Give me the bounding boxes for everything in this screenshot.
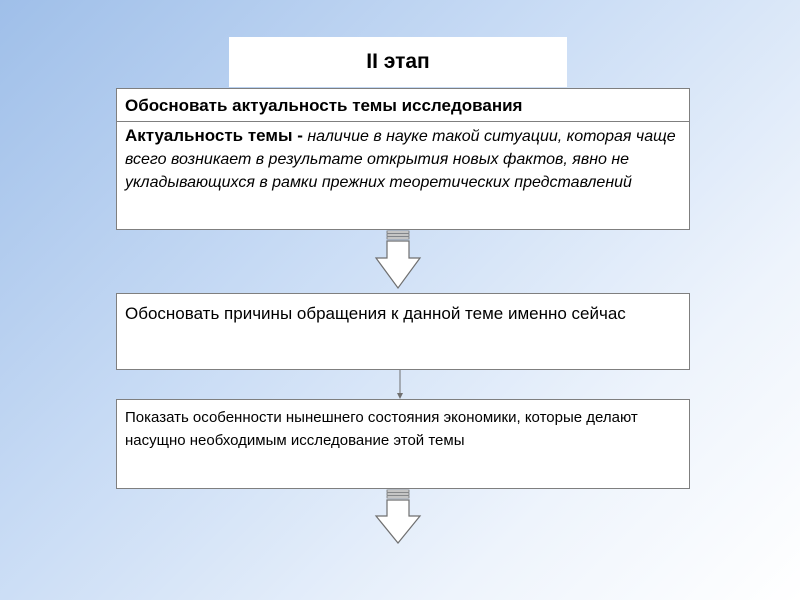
stage-title: II этап [229,37,567,87]
economy-box [116,399,690,489]
relevance-heading: Обосновать актуальность темы исследования [117,89,689,122]
relevance-definition: наличие в науке такой ситуации, которая чаще всего возникает в результате открытия новых фактов, явно не укладывающихся в рамки прежних теоретических представлений [125,128,676,191]
relevance-box [116,88,690,230]
reasons-text: Обосновать причины обращения к данной теме именно сейчас [125,304,626,323]
down-arrow-icon [373,230,423,292]
connector-arrow-icon [396,370,404,400]
reasons-box [116,293,690,370]
down-arrow-bottom-icon [373,489,423,547]
relevance-definition-block [117,122,689,196]
economy-text: Показать особенности нынешнего состояния экономики, которые делают насущно необходимым исследование этой темы [125,409,638,449]
relevance-term: Актуальность темы - [125,126,303,145]
